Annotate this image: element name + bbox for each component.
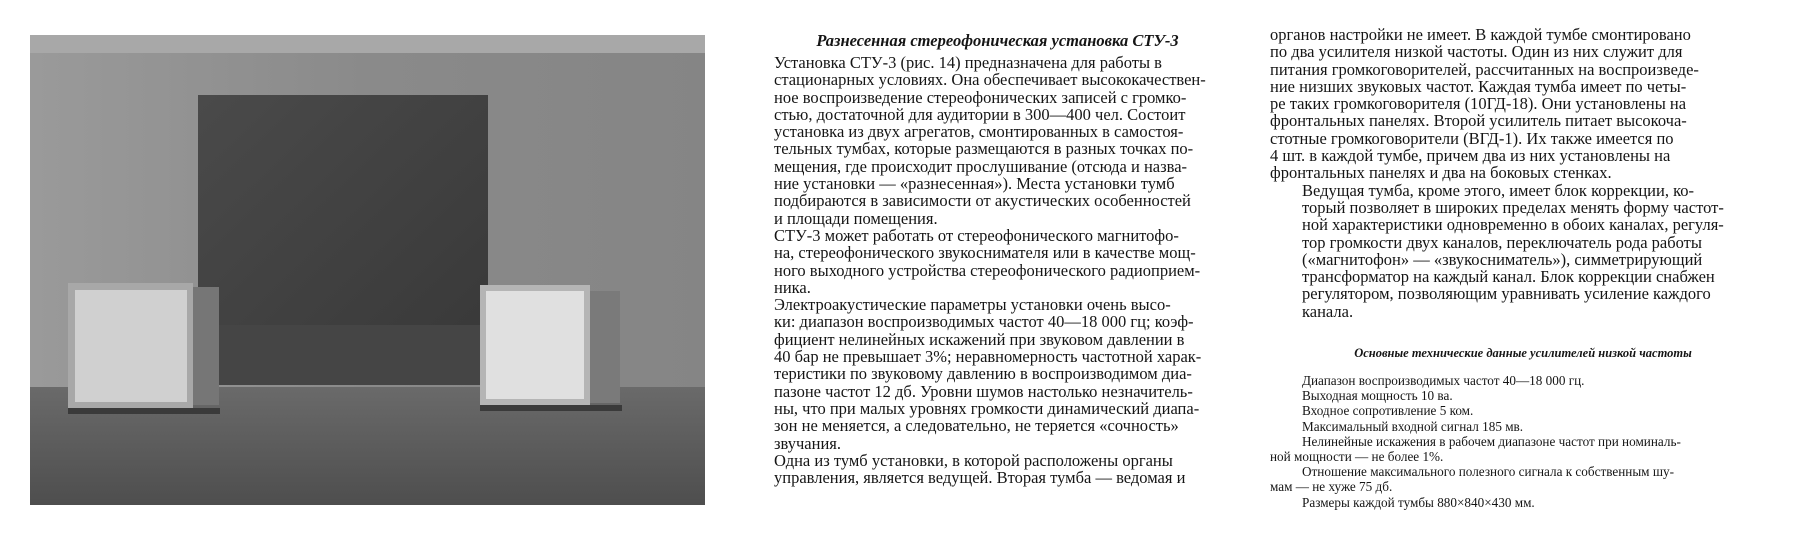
text-column-middle [742, 26, 1253, 486]
paragraph-3: Электроакустические параметры установки очень высо- ки: диапазон воспроизводимых частот 40—18 000 гц; коэф- фициент нелинейных искажений при звуковом давлении в 40 бар не превышает 3%; неравномерность частотной харак- теристики по звуковому давлению в воспроизводимом диа- пазоне частот 12 дб. Уровни шумов настолько незначитель- ны, что при малых уровнях громкости динамический диапа- зон не меняется, а следовательно, не теряется «сочность» звучания. [774, 295, 1202, 453]
spec-line: Максимальный входной сигнал 185 мв. [1302, 418, 1524, 434]
specs-title: Основные технические данные усилителей низкой частоты [1354, 346, 1692, 361]
spec-line: Выходная мощность 10 ва. [1302, 388, 1453, 404]
spec-line-continuation: ной мощности — не более 1%. [1270, 449, 1444, 465]
photo-stu3-speaker-cabinets [30, 35, 705, 505]
spec-line: Размеры каждой тумбы 880×840×430 мм. [1302, 494, 1535, 510]
spec-line: Диапазон воспроизводимых частот 40—18 000 гц. [1302, 373, 1585, 389]
paragraph-2: СТУ-3 может работать от стереофонического магнитофо- на, стереофонического звукоснимателя или в качестве мощ- ного выходного устройства стереофонического радиоприем- ника. [774, 225, 1201, 297]
spec-line: Отношение максимального полезного сигнала к собственным шу- [1302, 464, 1674, 480]
text-column-right [1270, 26, 1776, 510]
paragraph-5: органов настройки не имеет. В каждой тумбе смонтировано по два усилителя низкой частоты. Один из них служит для питания громкоговорителей, рассчитанных на воспроизведе- ние низших звуковых частот. Каждая тумба имеет по четы- ре таких громкоговорителя (10ГД-18). Они установлены на фронтальных панелях. Второй усилитель питает высокоча- стотные громкоговорители (ВГД-1). Их также имеется по 4 шт. в каждой тумбе, причем два из них установлены на фронтальных панелях и два на боковых стенках. [1270, 25, 1699, 183]
article-title: Разнесенная стереофоническая установка СТУ-3 [816, 31, 1179, 50]
specs-list [1270, 373, 1776, 510]
spec-line: Входное сопротивление 5 ком. [1302, 403, 1474, 419]
spec-line-continuation: мам — не хуже 75 дб. [1270, 479, 1393, 495]
paragraph-6: Ведущая тумба, кроме этого, имеет блок коррекции, ко- торый позволяет в широких пределах менять форму частот- ной характеристики одновременно в обоих каналах, регуля- тор громкости двух каналов, переключатель рода работы («магнитофон» — «звукосниматель»), симметрирующий трансформатор на каждый канал. Блок коррекции снабжен регулятором, позволяющим уравнивать усиление каждого канала. [1302, 180, 1724, 321]
spec-line: Нелинейные искажения в рабочем диапазоне частот при номиналь- [1302, 433, 1681, 449]
paragraph-1: Установка СТУ-3 (рис. 14) предназначена для работы в стационарных условиях. Она обеспечивает высококачествен- ное воспроизведение стереофонических записей с громко- стью, достаточной для аудитории в 300—400 чел. Состоит установка из двух агрегатов, смонтированных в самостоя- тельных тумбах, которые размещаются в разных точках по- мещения, где происходит прослушивание (отсюда и назва- ние установки — «разнесенная»). Места установки тумб подбираются в зависимости от акустических особенностей и площади помещения. [774, 53, 1206, 228]
paragraph-4: Одна из тумб установки, в которой расположены органы управления, является ведущей. Вторая тумба — ведомая и [774, 450, 1186, 488]
